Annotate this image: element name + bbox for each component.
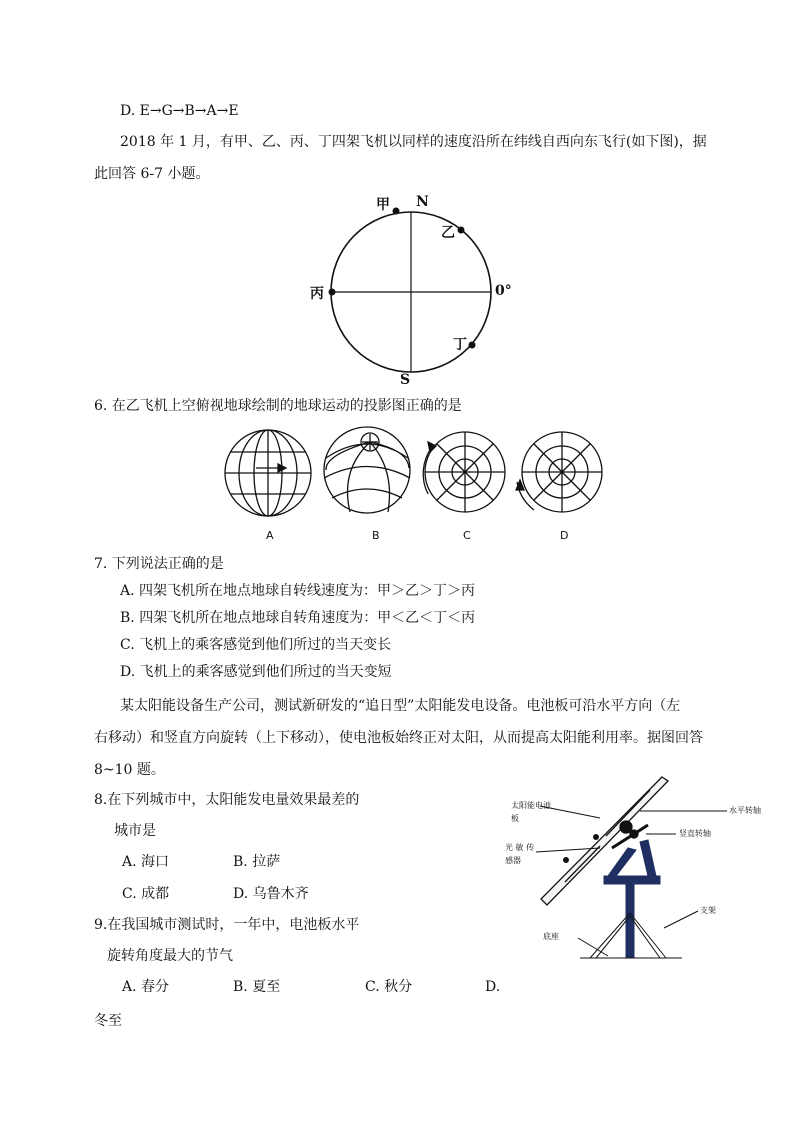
label-vertical-axis: 竖直转轴 <box>679 829 711 838</box>
intro2-line2: 右移动）和竖直方向旋转（上下移动），使电池板始终正对太阳，从而提高太阳能利用率。据图回答 <box>94 730 703 746</box>
label-bracket: 支架 <box>700 906 716 915</box>
q9-stem-2: 旋转角度最大的节气 <box>107 948 233 964</box>
q9-option-d-continued: 冬至 <box>94 1013 122 1029</box>
q8-stem-2: 城市是 <box>114 823 156 839</box>
label-jia: 甲 <box>376 197 390 213</box>
q8-option-a: A. 海口 <box>122 854 170 870</box>
q7-stem: 7. 下列说法正确的是 <box>94 556 224 572</box>
q8-option-c: C. 成都 <box>122 886 170 902</box>
q6-stem: 6. 在乙飞机上空俯视地球绘制的地球运动的投影图正确的是 <box>94 398 462 414</box>
label-yi: 乙 <box>441 225 455 241</box>
q9-stem-1: 9.在我国城市测试时，一年中，电池板水平 <box>94 917 360 933</box>
figure-label-b: B <box>372 529 380 542</box>
label-panel-1: 太阳能电池 <box>511 801 551 810</box>
q9-option-b: B. 夏至 <box>233 979 281 995</box>
q8-stem-1: 8.在下列城市中，太阳能发电量效果最差的 <box>94 792 360 808</box>
q9-option-a: A. 春分 <box>122 979 170 995</box>
label-north: N <box>416 194 429 210</box>
label-sensor-2: 感器 <box>505 856 521 865</box>
q7-option-b: B. 四架飞机所在地点地球自转角速度为：甲＜乙＜丁＜丙 <box>120 610 476 626</box>
q7-option-c: C. 飞机上的乘客感觉到他们所过的当天变长 <box>120 637 392 653</box>
figure-label-d: D <box>560 529 569 542</box>
q9-option-c: C. 秋分 <box>365 979 413 995</box>
label-zero: 0° <box>495 283 512 299</box>
label-ding: 丁 <box>453 337 467 353</box>
label-bing: 丙 <box>310 286 324 302</box>
label-horizontal-axis: 水平转轴 <box>729 806 761 815</box>
intro1-line2: 此回答 6-7 小题。 <box>94 166 210 182</box>
intro2-line3: 8~10 题。 <box>94 762 165 778</box>
q7-option-d: D. 飞机上的乘客感觉到他们所过的当天变短 <box>120 664 392 680</box>
label-panel-2: 板 <box>511 814 519 823</box>
q8-option-b: B. 拉萨 <box>233 854 281 870</box>
q8-option-d: D. 乌鲁木齐 <box>233 886 309 902</box>
label-sensor-1: 光 敏 传 <box>505 843 535 852</box>
label-south: S <box>400 372 411 388</box>
q7-option-a: A. 四架飞机所在地点地球自转线速度为：甲＞乙＞丁＞丙 <box>120 583 476 599</box>
label-base: 底座 <box>543 932 559 941</box>
intro2-line1: 某太阳能设备生产公司，测试新研发的“追日型”太阳能发电设备。电池板可沿水平方向（左 <box>120 698 681 714</box>
q5-option-d: D. E→G→B→A→E <box>120 103 239 119</box>
q9-option-d: D. <box>485 979 501 995</box>
figure-label-c: C <box>463 529 471 542</box>
intro1-line1: 2018 年 1 月，有甲、乙、丙、丁四架飞机以同样的速度沿所在纬线自西向东飞行(如下图)，据 <box>120 134 707 150</box>
figure-label-a: A <box>266 529 274 542</box>
